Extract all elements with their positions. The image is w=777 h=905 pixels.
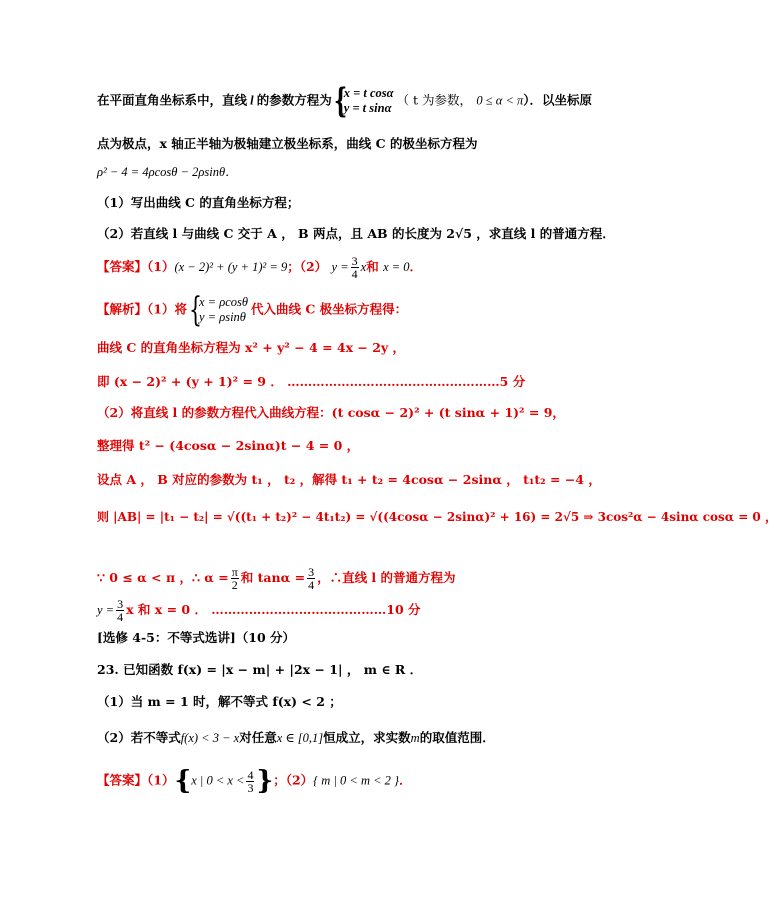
- text: f(x) < 3 − x: [180, 731, 240, 745]
- text: ，∴直线 l 的普通方程为: [317, 570, 456, 585]
- question-2: （2）若直线 l 与曲线 C 交于 A ， B 两点，且 AB 的长度为 2√5 ，求直线 l 的普通方程．: [97, 226, 615, 241]
- text: （2）若不等式: [97, 730, 181, 745]
- text: 对任意: [239, 730, 277, 745]
- text: （ t 为参数，: [396, 92, 473, 108]
- alpha-range: 0 ≤ α < π: [476, 93, 524, 108]
- answer-tag: 【答案】: [97, 259, 148, 274]
- conclusion-line: [97, 566, 456, 591]
- standard-form-line: 即 (x − 2)² + (y + 1)² = 9 ． ……………………………………………5 分: [97, 374, 526, 389]
- text: 在平面直角坐标系中，直线: [97, 92, 248, 108]
- text: 恒成立，求实数: [323, 730, 411, 745]
- fraction-4-3: $\frac{4}{3}$: [247, 767, 254, 795]
- answer-block: [97, 255, 422, 280]
- text: ）．以坐标原: [523, 92, 593, 108]
- text: ；（2）: [273, 772, 314, 788]
- text: x = 0: [383, 260, 410, 274]
- text: 和 tanα =: [240, 570, 306, 585]
- problem-statement-line-1: 在平面直角坐标系中，直线 l 的参数方程为 { x = t cosα y = t sinα （ t 为参数， 0 ≤ α < π）．以坐标原: [97, 86, 592, 116]
- text: y =: [331, 260, 349, 274]
- fraction-3-4: $\frac{3}{4}$: [117, 597, 124, 624]
- text: m: [410, 731, 420, 745]
- text: y =: [97, 603, 115, 617]
- question-1: （1）写出曲线 C 的直角坐标方程；: [97, 195, 300, 210]
- text: x: [360, 260, 367, 274]
- answer-tag: 【答案】: [97, 772, 148, 788]
- question-23-part-1: （1）当 m = 1 时，解不等式 f(x) < 2 ；: [97, 694, 342, 709]
- section-header: [选修 4-5：不等式选讲]（10 分）: [97, 630, 296, 645]
- rectangular-equation-line: 曲线 C 的直角坐标方程为 x² + y² − 4 = 4x − 2y ，: [97, 340, 406, 355]
- analysis-tag: 【解析】: [97, 301, 148, 317]
- text: 的取值范围．: [419, 730, 495, 745]
- distance-line: 则 |AB| = |t₁ − t₂| = √((t₁ + t₂)² − 4t₁t₂) = √((4cosα − 2sinα)² + 16) = 2√5 ⇒ 3cos²α − 4sinα cosα = 0 ，: [97, 510, 777, 524]
- analysis-block: [97, 295, 407, 325]
- text: 的参数方程为: [256, 92, 332, 108]
- problem-statement-line-2: 点为极点，x 轴正半轴为极轴建立极坐标系，曲线 C 的极坐标方程为: [97, 136, 478, 151]
- text: （1）将: [147, 301, 187, 317]
- quadratic-line: 整理得 t² − (4cosα − 2sinα)t − 4 = 0 ，: [97, 438, 360, 453]
- text: （1）: [147, 772, 175, 788]
- param-equation-system: { x = t cosα y = t sinα: [335, 86, 394, 116]
- final-equation-line: [97, 598, 421, 623]
- polar-equation: ρ² − 4 = 4ρcosθ − 2ρsinθ．: [97, 165, 238, 179]
- substitution-system: { x = ρcosθ y = ρsinθ: [190, 295, 248, 325]
- text: x | 0 < x <: [191, 773, 245, 788]
- question-23: 23. 已知函数 f(x) = |x − m| + |2x − 1| ， m ∈ R ．: [97, 662, 423, 677]
- text: x ∈ [0,1]: [276, 731, 324, 745]
- text: 和: [366, 259, 379, 274]
- parameter-line: 设点 A ， B 对应的参数为 t₁ ， t₂ ，解得 t₁ + t₂ = 4cosα − 2sinα ， t₁t₂ = −4 ，: [97, 472, 601, 487]
- fraction-3-4: $\frac{3}{4}$: [308, 565, 315, 592]
- text: ∵ 0 ≤ α < π ，∴ α =: [97, 570, 229, 585]
- substitution-line: （2）将直线 l 的参数方程代入曲线方程：(t cosα − 2)² + (t sinα + 1)² = 9，: [97, 405, 565, 420]
- text: （1）: [147, 259, 175, 274]
- text: ．: [399, 772, 412, 788]
- fraction-pi-2: $\frac{\pi}{2}$: [231, 565, 238, 592]
- text: x 和 x = 0 ． ……………………………………10 分: [126, 602, 421, 617]
- text: ．: [409, 259, 423, 274]
- question-23-part-2: [97, 730, 495, 746]
- answer-23: 【答案】（1）{x | 0 < x < $\frac{4}{3}$ }；（2）{ m | 0 < m < 2 }．: [97, 766, 412, 796]
- text: 代入曲线 C 极坐标方程得：: [251, 301, 408, 317]
- text: { m | 0 < m < 2 }: [313, 773, 400, 788]
- text: ；（2）: [287, 259, 328, 274]
- fraction-3-4: $\frac{3}{4}$: [351, 254, 358, 281]
- answer-equation-1: (x − 2)² + (y + 1)² = 9: [174, 260, 288, 274]
